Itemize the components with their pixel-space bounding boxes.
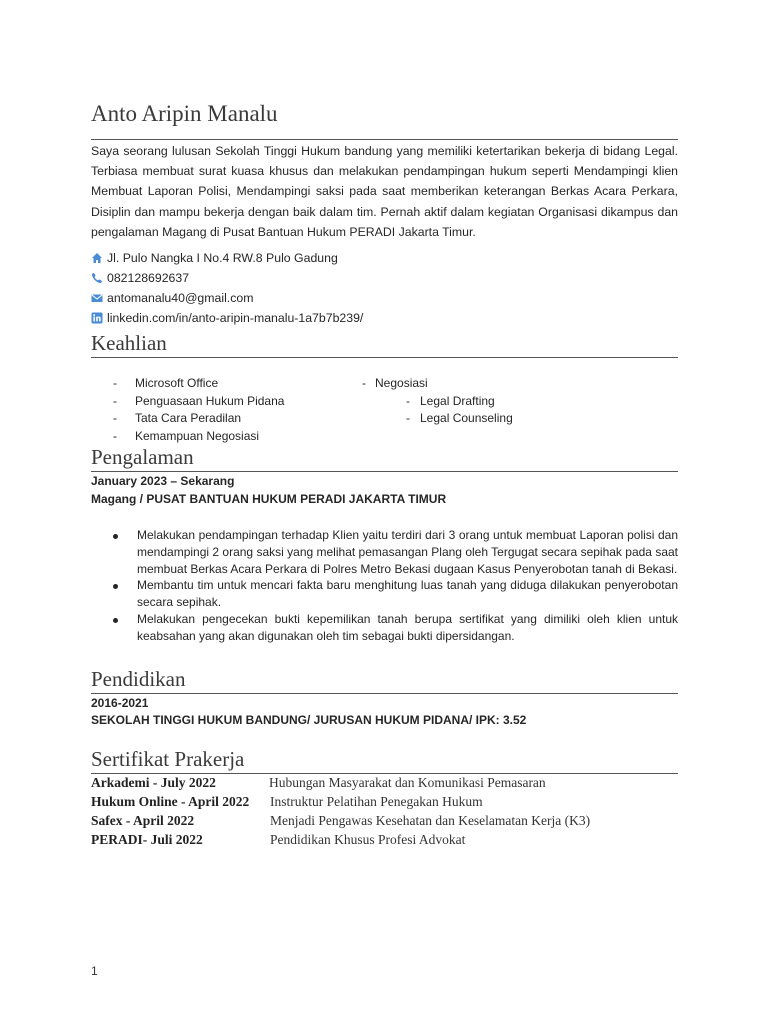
page-number: 1 (91, 964, 98, 978)
email-text[interactable]: antomanalu40@gmail.com (107, 291, 254, 305)
education-divider (91, 693, 678, 694)
certificate-name: Arkademi - July 2022 (91, 775, 216, 790)
experience-period: January 2023 – Sekarang (91, 474, 235, 488)
education-period: 2016-2021 (91, 696, 149, 710)
education-heading: Pendidikan (91, 667, 186, 691)
certificate-name: Safex - April 2022 (91, 813, 195, 828)
skill-item: - Legal Counseling (406, 411, 513, 425)
phone-icon (91, 272, 103, 284)
home-icon (91, 252, 103, 264)
contact-phone (91, 269, 189, 287)
phone-text: 082128692637 (107, 271, 190, 285)
skill-item: - Negosiasi (362, 376, 428, 390)
mail-icon (91, 292, 103, 304)
linkedin-text[interactable]: linkedin.com/in/anto-aripin-manalu-1a7b7b239/ (107, 311, 364, 325)
education-detail: SEKOLAH TINGGI HUKUM BANDUNG/ JURUSAN HUKUM PIDANA/ IPK: 3.52 (91, 713, 527, 727)
certificate-name: PERADI- Juli 2022 (91, 832, 203, 847)
contact-linkedin[interactable] (91, 309, 363, 327)
skill-item: - Microsoft Office (113, 376, 219, 390)
certificate-desc: Instruktur Pelatihan Penegakan Hukum (270, 794, 483, 809)
skills-heading: Keahlian (91, 331, 167, 355)
certificate-desc: Pendidikan Khusus Profesi Advokat (270, 832, 466, 847)
experience-divider (91, 471, 678, 472)
certificates-heading: Sertifikat Prakerja (91, 747, 245, 771)
address-text: Jl. Pulo Nangka I No.4 RW.8 Pulo Gadung (107, 251, 338, 265)
list-item: Membantu tim untuk mencari fakta baru menghitung luas tanah yang diduga dilakukan penyerobotan secara sepihak. (108, 577, 678, 611)
contact-address (91, 249, 338, 267)
contact-email[interactable] (91, 289, 253, 307)
experience-heading: Pengalaman (91, 445, 194, 469)
certificate-name: Hukum Online - April 2022 (91, 794, 250, 809)
list-item: Melakukan pendampingan terhadap Klien yaitu terdiri dari 3 orang untuk membuat Laporan polisi dan mendampingi 2 orang saksi yang melihat pemasangan Plang oleh Tergugat secara sepihak pada saat membuat Berkas Acara Perkara di Polres Metro Bekasi dugaan Kasus Penyerobotan tanah di Bekasi. (108, 527, 678, 577)
skills-divider (91, 357, 678, 358)
list-item: Melakukan pengecekan bukti kepemilikan tanah berupa sertifikat yang dimiliki oleh klien untuk keabsahan yang akan digunakan oleh tim sebagai bukti dipersidangan. (108, 611, 678, 645)
skill-item: - Penguasaan Hukum Pidana (113, 394, 285, 408)
certificate-desc: Hubungan Masyarakat dan Komunikasi Pemasaran (269, 775, 546, 790)
certificates-divider (91, 773, 678, 774)
linkedin-icon (91, 312, 103, 324)
name-divider (91, 139, 678, 140)
skill-item: - Kemampuan Negosiasi (113, 429, 260, 443)
skill-item: - Legal Drafting (406, 394, 495, 408)
certificate-desc: Menjadi Pengawas Kesehatan dan Keselamatan Kerja (K3) (270, 813, 591, 828)
profile-summary: Saya seorang lulusan Sekolah Tinggi Hukum bandung yang memiliki ketertarikan bekerja di bidang Legal. Terbiasa membuat surat kuasa khusus dan melakukan pendampingan hukum seperti Mendampingi klien Membuat Laporan Polisi, Mendampingi saksi pada saat memberikan keterangan Berkas Acara Perkara, Disiplin dan mampu bekerja dengan baik dalam tim. Pernah aktif dalam kegiatan Organisasi dikampus dan pengalaman Magang di Pusat Bantuan Hukum PERADI Jakarta Timur. (91, 144, 678, 239)
resume-name: Anto Aripin Manalu (91, 101, 278, 126)
skill-item: - Tata Cara Peradilan (113, 411, 242, 425)
experience-role: Magang / PUSAT BANTUAN HUKUM PERADI JAKARTA TIMUR (91, 492, 447, 506)
experience-bullets (108, 527, 678, 645)
